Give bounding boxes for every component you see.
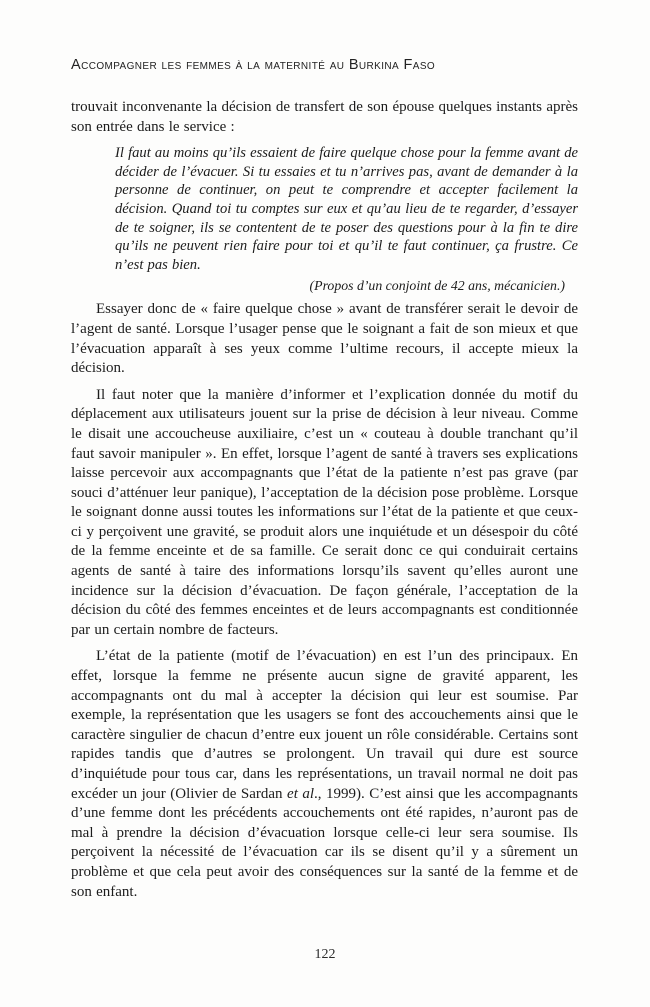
page-number: 122 [314,947,336,962]
quote-attribution: (Propos d’un conjoint de 42 ans, mécanicien.) [309,278,565,294]
paragraph-continuation: trouvait inconvenante la décision de transfert de son épouse quelques instants après son entrée dans le service : [71,99,578,135]
paragraph-2: Essayer donc de « faire quelque chose » avant de transférer serait le devoir de l’agent de santé. Lorsque l’usager pense que le soignant a fait de son mieux et que l’évacuation apparaît à ses yeux comme l’ultime recours, il accepte mieux la décision. [71,301,578,377]
block-quote: Il faut au moins qu’ils essaient de faire quelque chose pour la femme avant de décider de l’évacuer. Si tu essaies et tu n’arrives pas, avant de demander à la personne de continuer, on peut te comprendre et accepter facilement la décision. Quand toi tu comptes sur eux et qu’au lieu de te regarder, d’essayer de te soigner, ils se contentent de te poser des questions pour à la fin te dire qu’ils ne peuvent rien faire pour toi et qu’il te faut continuer, ça frustre. Ce n’est pas bien. [115,145,578,273]
running-header: Accompagner les femmes à la maternité au Burkina Faso [71,57,436,73]
paragraph-4: L’état de la patiente (motif de l’évacuation) en est l’un des principaux. En effet, lorsque la femme ne présente aucun signe de gravité apparent, les accompagnants ont du mal à accepter la décision qui leur est soumise. Par exemple, la représentation que les usagers se font des accouchements ainsi que le caractère singulier de chacun d’entre eux jouent un rôle considérable. Certains sont rapides tandis que d’autres se prolongent. Un travail qui dure est source d’inquiétude pour tous car, dans les représentations, un travail normal ne doit pas excéder un jour (Olivier de Sardan et al., 1999). C’est ainsi que les accompagnants d’une femme dont les précédents accouchements ont été rapides, n’auront pas de mal à prendre la décision d’évacuation lorsque celle-ci leur sera soumise. Ils perçoivent la nécessité de l’évacuation car ils se disent qu’il y a sûrement un problème et que cela peut avoir des conséquences sur la santé de la femme et de son enfant. [71,648,578,900]
paragraph-3: Il faut noter que la manière d’informer et l’explication donnée du motif du déplacement aux utilisateurs jouent sur la prise de décision à leur niveau. Comme le disait une accoucheuse auxiliaire, c’est un « couteau à double tranchant qu’il faut savoir manipuler ». En effet, lorsque l’agent de santé à travers ses explications laisse percevoir aux accompagnants que l’état de la patiente n’est pas grave (par souci d’atténuer leur panique), l’acceptation de la décision pose problème. Lorsque le soignant donne aussi toutes les informations sur l’état de la patiente et que ceux-ci y perçoivent une gravité, se produit alors une inquiétude et un désespoir du côté de la femme enceinte et de sa famille. Ce serait donc ce qui conduirait certains agents de santé à taire des informations lorsqu’ils savent qu’elles auront une incidence sur la décision d’évacuation. De façon générale, l’acceptation de la décision du côté des femmes enceintes et de leurs accompagnants est conditionnée par un certain nombre de facteurs. [71,386,578,638]
